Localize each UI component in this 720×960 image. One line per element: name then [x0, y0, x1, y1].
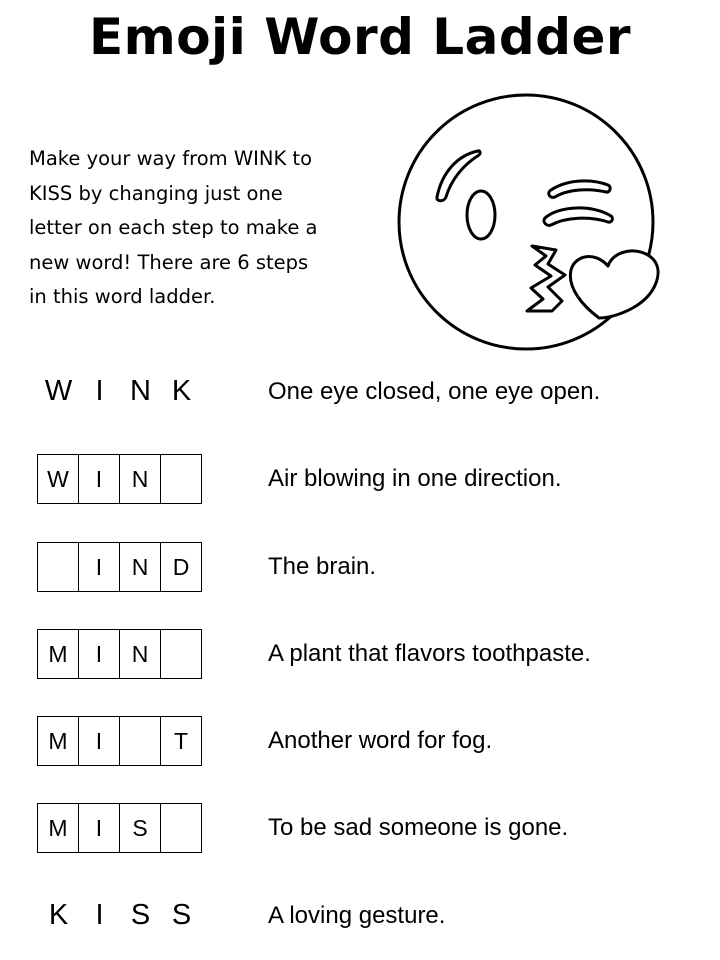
instructions [29, 142, 389, 315]
letter-boxes [37, 454, 202, 504]
ladder-row [0, 629, 720, 679]
letter-boxes [37, 716, 202, 766]
letter: K [48, 898, 69, 931]
heart-icon [570, 251, 658, 318]
clue-text: One eye closed, one eye open. [268, 378, 601, 405]
clue-text: The brain. [268, 553, 377, 580]
letter-box[interactable]: M [38, 717, 79, 765]
letter-box[interactable]: I [79, 804, 120, 852]
puckered-lips [527, 246, 565, 311]
letter-boxes [37, 542, 202, 592]
letter-boxes [37, 803, 202, 853]
left-eye [467, 191, 495, 239]
letter: S [171, 898, 192, 931]
letter: I [95, 898, 104, 931]
ladder-row [0, 542, 720, 592]
letter-box[interactable] [38, 543, 79, 591]
letter-box[interactable]: W [38, 455, 79, 503]
letter-box[interactable]: I [79, 717, 120, 765]
letter-box[interactable] [161, 804, 201, 852]
letter-box[interactable]: T [173, 727, 189, 754]
letter-box[interactable]: N [120, 543, 161, 591]
ladder-row [0, 454, 720, 504]
ladder-row [0, 716, 720, 766]
page-title: Emoji Word Ladder [88, 8, 632, 66]
letter-box[interactable] [120, 717, 161, 765]
instructions-line: Make your way from WINK to [29, 147, 313, 170]
winking-eye [544, 208, 612, 225]
start-word [38, 367, 202, 417]
letter: K [171, 374, 192, 407]
instructions-line: new word! There are 6 steps [29, 250, 309, 274]
instructions-line: in this word ladder. [29, 285, 216, 308]
letter-box[interactable]: D [172, 553, 190, 580]
letter: I [95, 374, 104, 407]
end-word [38, 891, 202, 941]
instructions-line: KISS by changing just one [29, 181, 283, 205]
clue-text: A loving gesture. [268, 902, 446, 929]
letter-box[interactable]: I [79, 543, 120, 591]
instructions-line: letter on each step to make a [29, 216, 318, 239]
right-eyebrow [549, 181, 610, 198]
letter-box[interactable] [161, 630, 201, 678]
clue-text: Another word for fog. [268, 727, 493, 754]
letter-box[interactable]: I [79, 455, 120, 503]
letter-boxes [37, 629, 202, 679]
letter-box[interactable]: M [38, 804, 79, 852]
ladder-row [0, 803, 720, 853]
ladder-row [0, 891, 720, 941]
clue-text: To be sad someone is gone. [268, 814, 569, 841]
letter-box[interactable]: N [120, 455, 161, 503]
clue-text: Air blowing in one direction. [268, 465, 562, 492]
letter: N [130, 374, 151, 407]
letter-box[interactable]: S [120, 804, 161, 852]
letter-box[interactable]: M [38, 630, 79, 678]
kissing-face-emoji-icon [394, 92, 666, 354]
clue-text: A plant that flavors toothpaste. [268, 640, 591, 667]
letter: S [130, 898, 151, 931]
letter: W [44, 374, 73, 407]
ladder-row [0, 367, 720, 417]
letter-box[interactable]: I [79, 630, 120, 678]
letter-box[interactable] [161, 455, 201, 503]
letter-box[interactable]: N [120, 630, 161, 678]
